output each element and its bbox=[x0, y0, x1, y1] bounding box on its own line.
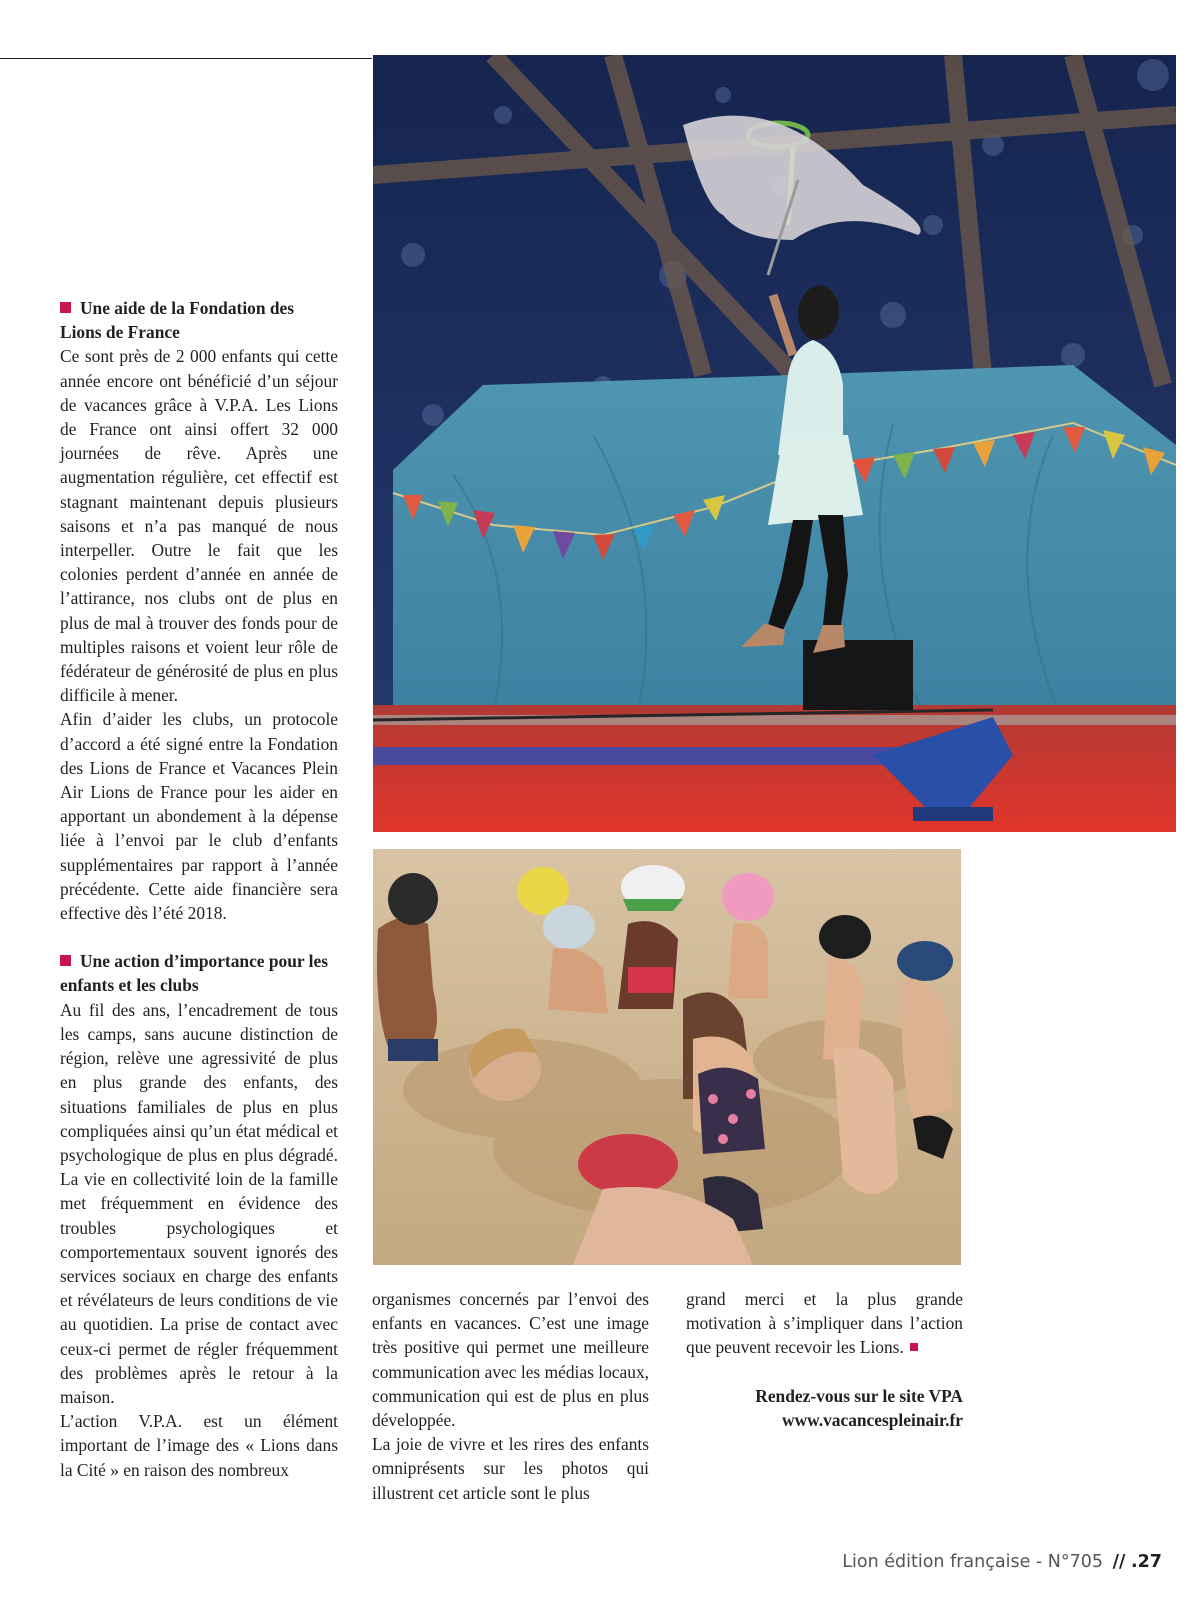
promo-text: Rendez-vous sur le site VPA bbox=[755, 1385, 963, 1406]
website-promo bbox=[686, 1384, 963, 1432]
end-of-article-mark-icon bbox=[910, 1343, 918, 1351]
section-heading-action: Une action d’importance pour les enfants et les clubs bbox=[60, 951, 328, 996]
bullet-square-icon bbox=[60, 302, 71, 313]
body-paragraph: grand merci et la plus grande motivation à s’impliquer dans l’action que peuvent recevoir les Lions. bbox=[686, 1289, 963, 1358]
article-column-1 bbox=[60, 296, 338, 1482]
website-link[interactable]: www.vacancespleinair.fr bbox=[782, 1409, 963, 1430]
section-heading-fondation: Une aide de la Fondation des Lions de France bbox=[60, 298, 295, 343]
body-paragraph: La joie de vivre et les rires des enfants omniprésents sur les photos qui illustrent cet article sont le plus bbox=[372, 1434, 649, 1503]
circus-tightrope-photo bbox=[373, 55, 1176, 832]
article-column-3 bbox=[686, 1287, 963, 1432]
body-paragraph: L’action V.P.A. est un élément important de l’image des « Lions dans la Cité » en raison des nombreux bbox=[60, 1411, 338, 1480]
body-paragraph: Au fil des ans, l’encadrement de tous les camps, sans aucune distinction de région, relève une agressivité de plus en plus grande des enfants, des situations familiales de plus en plus compliquées ainsi qu’un état médical et psychologique de plus en plus dégradé. La vie en collectivité loin de la famille met fréquemment en évidence des troubles psychologiques et comportementaux souvent ignorés des services sociaux en charge des enfants et révélateurs de leurs conditions de vie au quotidien. La prise de contact avec ceux-ci permet de régler fréquemment des problèmes après le retour à la maison. bbox=[60, 999, 338, 1407]
footer-separator: // bbox=[1112, 1552, 1126, 1572]
body-paragraph: organismes concernés par l’envoi des enfants en vacances. C’est une image très positive qui permet une meilleure communication avec les médias locaux, communication qui est de plus en plus développée. bbox=[372, 1289, 649, 1431]
bullet-square-icon bbox=[60, 955, 71, 966]
publication-name: Lion édition française - N°705 bbox=[842, 1552, 1104, 1572]
page-number: .27 bbox=[1130, 1552, 1162, 1572]
page-footer bbox=[842, 1552, 1162, 1572]
article-column-2 bbox=[372, 1287, 649, 1505]
beach-children-photo bbox=[373, 849, 961, 1265]
body-paragraph: Ce sont près de 2 000 enfants qui cette année encore ont bénéficié d’un séjour de vacances grâce à V.P.A. Les Lions de France ont ainsi offert 32 000 journées de rêve. Après une augmentation régulière, cet effectif est stagnant maintenant depuis plusieurs saisons et n’a pas manqué de nous interpeller. Outre le fait que les colonies perdent d’année en année de l’attirance, nos clubs ont de plus en plus de mal à trouver des fonds pour de multiples raisons et voient leur rôle de fédérateur de générosité de plus en plus difficile à mener. bbox=[60, 346, 338, 706]
top-rule bbox=[0, 58, 372, 59]
body-paragraph: Afin d’aider les clubs, un protocole d’accord a été signé entre la Fondation des Lions de France et Vacances Plein Air Lions de France pour les aider en apportant un abondement à la dépense liée à l’envoi par le club d’enfants supplémentaires par rapport à l’année précédente. Cette aide financière sera effective dès l’été 2018. bbox=[60, 709, 338, 924]
